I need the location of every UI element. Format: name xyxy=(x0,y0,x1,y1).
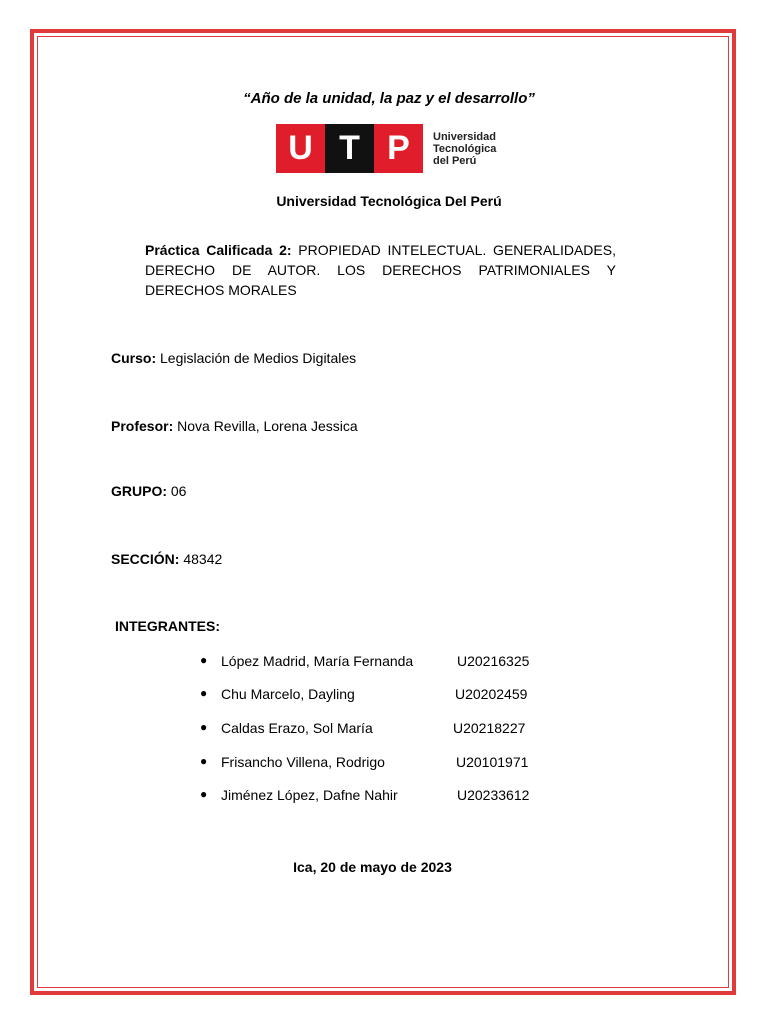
practica-title: PROPIEDAD INTELECTUAL. GENERALIDADES, DERECHO DE AUTOR. LOS DERECHOS PATRIMONIALES Y DERECHOS MORALES xyxy=(145,242,616,298)
logo-university-name xyxy=(433,124,496,173)
utp-logo xyxy=(276,124,496,173)
member-code: U20202459 xyxy=(455,686,528,702)
list-item xyxy=(200,754,560,774)
member-name: Chu Marcelo, Dayling xyxy=(221,686,355,702)
practica-heading xyxy=(145,240,616,300)
field-curso xyxy=(111,350,356,366)
practica-label: Práctica Calificada 2: xyxy=(145,242,292,258)
field-profesor xyxy=(111,418,358,434)
member-name: Caldas Erazo, Sol María xyxy=(221,720,373,736)
list-item xyxy=(200,787,560,807)
field-label: SECCIÓN: xyxy=(111,551,180,567)
field-seccion xyxy=(111,551,222,567)
member-name: Frisancho Villena, Rodrigo xyxy=(221,754,385,770)
member-code: U20101971 xyxy=(456,754,529,770)
field-label: GRUPO: xyxy=(111,483,167,499)
field-label: Profesor: xyxy=(111,418,174,434)
field-grupo xyxy=(111,483,186,499)
date-line: Ica, 20 de mayo de 2023 xyxy=(293,859,452,875)
page-border-inner xyxy=(37,36,729,988)
logo-letter-t: T xyxy=(325,124,374,173)
field-value: 48342 xyxy=(179,551,223,567)
list-item xyxy=(200,653,560,673)
logo-letter-u: U xyxy=(276,124,325,173)
field-value: Legislación de Medios Digitales xyxy=(156,350,357,366)
list-item xyxy=(200,686,560,706)
logo-letter-p: P xyxy=(374,124,423,173)
logo-name-line: Tecnológica xyxy=(433,142,497,155)
integrantes-title: INTEGRANTES: xyxy=(115,618,220,634)
logo-name-line: Universidad xyxy=(433,130,496,143)
bullet-icon: ● xyxy=(200,720,208,734)
year-motto: “Año de la unidad, la paz y el desarrollo” xyxy=(243,90,535,107)
member-code: U20216325 xyxy=(457,653,530,669)
field-label: Curso: xyxy=(111,350,157,366)
list-item xyxy=(200,720,560,740)
bullet-icon: ● xyxy=(200,686,208,700)
field-value: 06 xyxy=(167,483,187,499)
member-name: López Madrid, María Fernanda xyxy=(221,653,414,669)
bullet-icon: ● xyxy=(200,787,208,801)
member-code: U20218227 xyxy=(453,720,526,736)
bullet-icon: ● xyxy=(200,653,208,667)
field-value: Nova Revilla, Lorena Jessica xyxy=(173,418,358,434)
bullet-icon: ● xyxy=(200,754,208,768)
logo-name-line: del Perú xyxy=(433,154,477,167)
university-title: Universidad Tecnológica Del Perú xyxy=(276,193,502,209)
member-code: U20233612 xyxy=(457,787,530,803)
member-name: Jiménez López, Dafne Nahir xyxy=(221,787,398,803)
